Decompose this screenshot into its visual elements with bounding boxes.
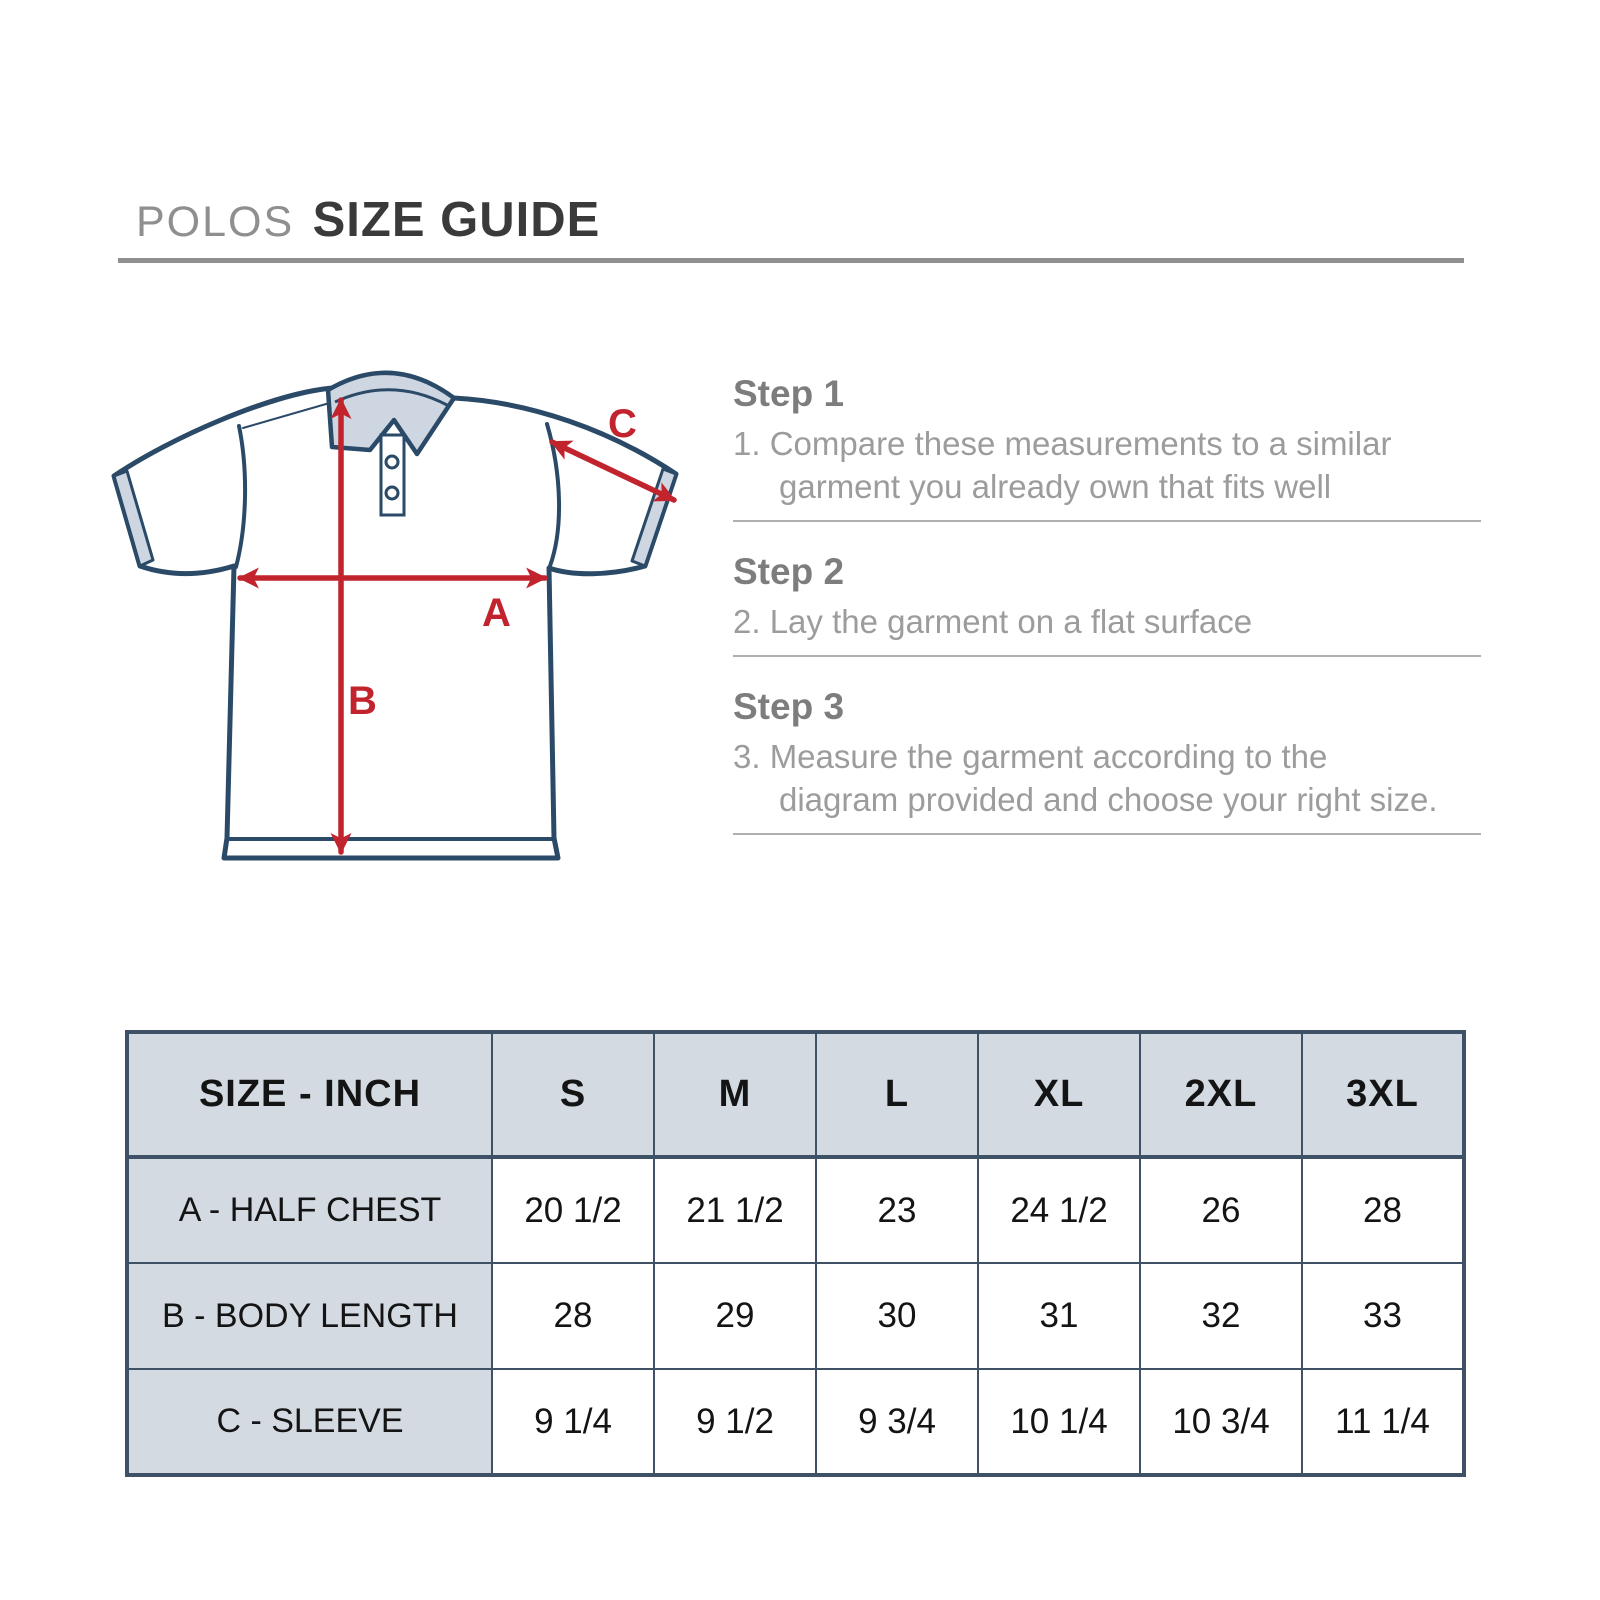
step-1-line-2: garment you already own that fits well — [779, 468, 1332, 505]
page-title: SIZE GUIDE — [312, 193, 601, 247]
step-3 — [733, 685, 1481, 835]
table-row-sleeve — [127, 1369, 1464, 1475]
step-2-heading: Step 2 — [733, 551, 845, 592]
table-row-body-length — [127, 1263, 1464, 1369]
cell-sleeve-l: 9 3/4 — [816, 1369, 978, 1475]
cell-body-length-s: 28 — [492, 1263, 654, 1369]
header-category: POLOS — [136, 198, 295, 246]
size-table — [125, 1030, 1466, 1477]
placket — [381, 435, 404, 515]
label-a: A — [482, 591, 511, 635]
step-1-line-1: 1. Compare these measurements to a similar — [733, 425, 1392, 462]
cell-half-chest-m: 21 1/2 — [654, 1157, 816, 1263]
cell-half-chest-2xl: 26 — [1140, 1157, 1302, 1263]
header-cell-xl: XL — [978, 1032, 1140, 1157]
step-2 — [733, 550, 1481, 657]
cell-sleeve-s: 9 1/4 — [492, 1369, 654, 1475]
cell-half-chest-xl: 24 1/2 — [978, 1157, 1140, 1263]
steps-section — [733, 372, 1481, 863]
row-label-sleeve: C - SLEEVE — [127, 1369, 492, 1475]
cell-body-length-m: 29 — [654, 1263, 816, 1369]
row-label-body-length: B - BODY LENGTH — [127, 1263, 492, 1369]
cell-body-length-xl: 31 — [978, 1263, 1140, 1369]
page-header — [118, 192, 1464, 263]
step-2-line-1: 2. Lay the garment on a flat surface — [733, 603, 1253, 640]
step-3-heading: Step 3 — [733, 686, 845, 727]
header-cell-size-inch: SIZE - INCH — [127, 1032, 492, 1157]
header-cell-2xl: 2XL — [1140, 1032, 1302, 1157]
step-3-line-2: diagram provided and choose your right size. — [779, 781, 1438, 818]
header-cell-s: S — [492, 1032, 654, 1157]
step-3-line-1: 3. Measure the garment according to the — [733, 738, 1328, 775]
cell-sleeve-m: 9 1/2 — [654, 1369, 816, 1475]
button-icon — [386, 456, 398, 468]
cell-body-length-3xl: 33 — [1302, 1263, 1464, 1369]
cell-body-length-2xl: 32 — [1140, 1263, 1302, 1369]
button-icon — [386, 487, 398, 499]
header-cell-3xl: 3XL — [1302, 1032, 1464, 1157]
header-cell-m: M — [654, 1032, 816, 1157]
label-c: C — [608, 402, 637, 446]
step-1 — [733, 372, 1481, 522]
cell-sleeve-xl: 10 1/4 — [978, 1369, 1140, 1475]
step-1-heading: Step 1 — [733, 373, 845, 414]
header-cell-l: L — [816, 1032, 978, 1157]
row-label-half-chest: A - HALF CHEST — [127, 1157, 492, 1263]
cell-sleeve-2xl: 10 3/4 — [1140, 1369, 1302, 1475]
cell-half-chest-l: 23 — [816, 1157, 978, 1263]
cell-sleeve-3xl: 11 1/4 — [1302, 1369, 1464, 1475]
label-b: B — [348, 679, 377, 723]
table-row-half-chest — [127, 1157, 1464, 1263]
polo-measurement-diagram — [90, 340, 710, 900]
table-header-row — [127, 1032, 1464, 1157]
cell-body-length-l: 30 — [816, 1263, 978, 1369]
cell-half-chest-s: 20 1/2 — [492, 1157, 654, 1263]
cell-half-chest-3xl: 28 — [1302, 1157, 1464, 1263]
